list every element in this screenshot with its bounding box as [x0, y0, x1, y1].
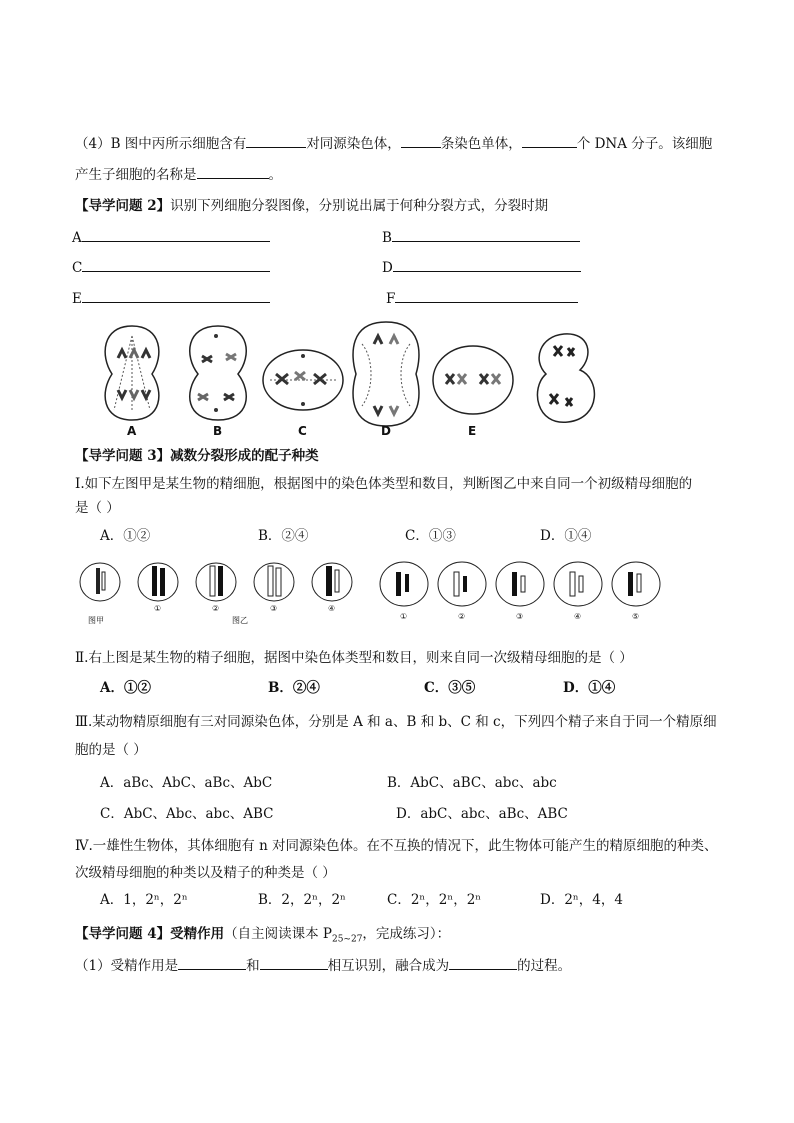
fig-right-num-1: ① — [400, 612, 408, 621]
answer-blank[interactable] — [246, 133, 306, 148]
q3-4-line2: 次级精母细胞的种类以及精子的种类是（ ） — [75, 865, 336, 881]
option-c[interactable]: C．①③ — [405, 528, 456, 544]
option-c[interactable]: C．AbC、Abc、abc、ABC — [100, 806, 274, 822]
guide2-heading: 【导学问题 2】识别下列细胞分裂图像，分别说出属于何种分裂方式，分裂时期 — [75, 198, 549, 214]
q3-3-line2: 胞的是（ ） — [75, 742, 147, 758]
cell-c-image — [263, 350, 343, 410]
fig-right-num-5: ⑤ — [632, 612, 640, 621]
answer-blank[interactable] — [392, 227, 580, 242]
cell-e-image — [433, 346, 513, 414]
answer-line-c: C — [72, 257, 270, 276]
fig-left-num-3: ③ — [270, 604, 278, 613]
cell-a-image — [105, 326, 159, 420]
option-d[interactable]: D．①④ — [540, 528, 592, 544]
q3-3-line1: Ⅲ.某动物精原细胞有三对同源染色体，分别是 A 和 a、B 和 b、C 和 c，下列四个精子来自于同一个精原细 — [75, 714, 717, 730]
sperm-cell-figure-right — [378, 560, 678, 620]
fig-yi-label: 图乙 — [232, 616, 248, 625]
answer-blank[interactable] — [449, 955, 517, 970]
sperm-cell-figure-left — [78, 560, 368, 620]
caption-b: B — [213, 424, 223, 438]
fig-jia-label: 图甲 — [88, 616, 104, 625]
answer-blank[interactable] — [82, 288, 270, 303]
answer-line-b: B — [382, 227, 580, 246]
option-d[interactable]: D．2ⁿ，4，4 — [540, 892, 623, 908]
answer-blank[interactable] — [395, 288, 578, 303]
caption-e: E — [468, 424, 477, 438]
guide4-heading: 【导学问题 4】受精作用（自主阅读课本 $P_{25\sim 27}$，完成练习）： — [75, 926, 451, 945]
cell-f-image — [537, 334, 594, 422]
q4-line1: （4）B 图中丙所示细胞含有 对同源染色体， 条染色单体， 个 DNA 分子。该细胞 — [75, 132, 712, 152]
fig-right-num-4: ④ — [574, 612, 582, 621]
option-b[interactable]: B．②④ — [268, 680, 320, 696]
cell-d-image — [353, 322, 419, 426]
option-b[interactable]: B．2，2ⁿ，2ⁿ — [258, 892, 346, 908]
answer-blank[interactable] — [260, 955, 328, 970]
answer-blank[interactable] — [82, 257, 270, 272]
answer-blank[interactable] — [522, 133, 577, 148]
option-c[interactable]: C．③⑤ — [424, 680, 476, 696]
fig-right-num-2: ② — [458, 612, 466, 621]
answer-blank[interactable] — [178, 955, 246, 970]
option-a[interactable]: A．1，2ⁿ，2ⁿ — [100, 892, 188, 908]
option-a[interactable]: A．aBc、AbC、aBc、AbC — [100, 775, 273, 791]
guide4-q1: （1）受精作用是 和 相互识别，融合成为 的过程。 — [75, 954, 571, 974]
option-b[interactable]: B．AbC、aBC、abc、abc — [387, 775, 557, 791]
answer-line-d: D — [382, 257, 581, 276]
option-a[interactable]: A．①② — [100, 528, 151, 544]
fig-left-num-1: ① — [154, 604, 162, 613]
option-a[interactable]: A．①② — [100, 680, 151, 696]
answer-line-e: E — [72, 288, 270, 307]
option-d[interactable]: D．abC、abc、aBc、ABC — [396, 806, 568, 822]
answer-blank[interactable] — [82, 227, 270, 242]
caption-d: D — [381, 424, 391, 438]
cell-division-figure — [90, 318, 650, 438]
option-c[interactable]: C．2ⁿ，2ⁿ，2ⁿ — [387, 892, 482, 908]
cell-b-image — [190, 326, 247, 420]
caption-a: A — [127, 424, 137, 438]
fig-left-num-4: ④ — [328, 604, 336, 613]
answer-blank[interactable] — [197, 164, 269, 179]
q4-line2: 产生子细胞的名称是 。 — [75, 163, 282, 183]
option-b[interactable]: B．②④ — [258, 528, 309, 544]
guide3-heading: 【导学问题 3】减数分裂形成的配子种类 — [75, 448, 319, 464]
fig-right-num-3: ③ — [516, 612, 524, 621]
q3-1-line2: 是（ ） — [75, 500, 120, 516]
option-d[interactable]: D．①④ — [563, 680, 616, 696]
q3-1-line1: Ⅰ.如下左图甲是某生物的精细胞，根据图中的染色体类型和数目，判断图乙中来自同一个初级精母细胞的 — [75, 476, 693, 492]
q3-2-text: Ⅱ.右上图是某生物的精子细胞，据图中染色体类型和数目，则来自同一次级精母细胞的是（ ） — [75, 650, 633, 666]
fig-left-num-2: ② — [212, 604, 220, 613]
answer-blank[interactable] — [401, 133, 441, 148]
caption-c: C — [298, 424, 307, 438]
answer-line-f: F — [386, 288, 578, 307]
answer-line-a: A — [72, 227, 270, 246]
answer-blank[interactable] — [393, 257, 581, 272]
q3-4-line1: Ⅳ.一雄性生物体，其体细胞有 n 对同源染色体。在不互换的情况下，此生物体可能产生的精原细胞的种类、 — [75, 838, 718, 854]
